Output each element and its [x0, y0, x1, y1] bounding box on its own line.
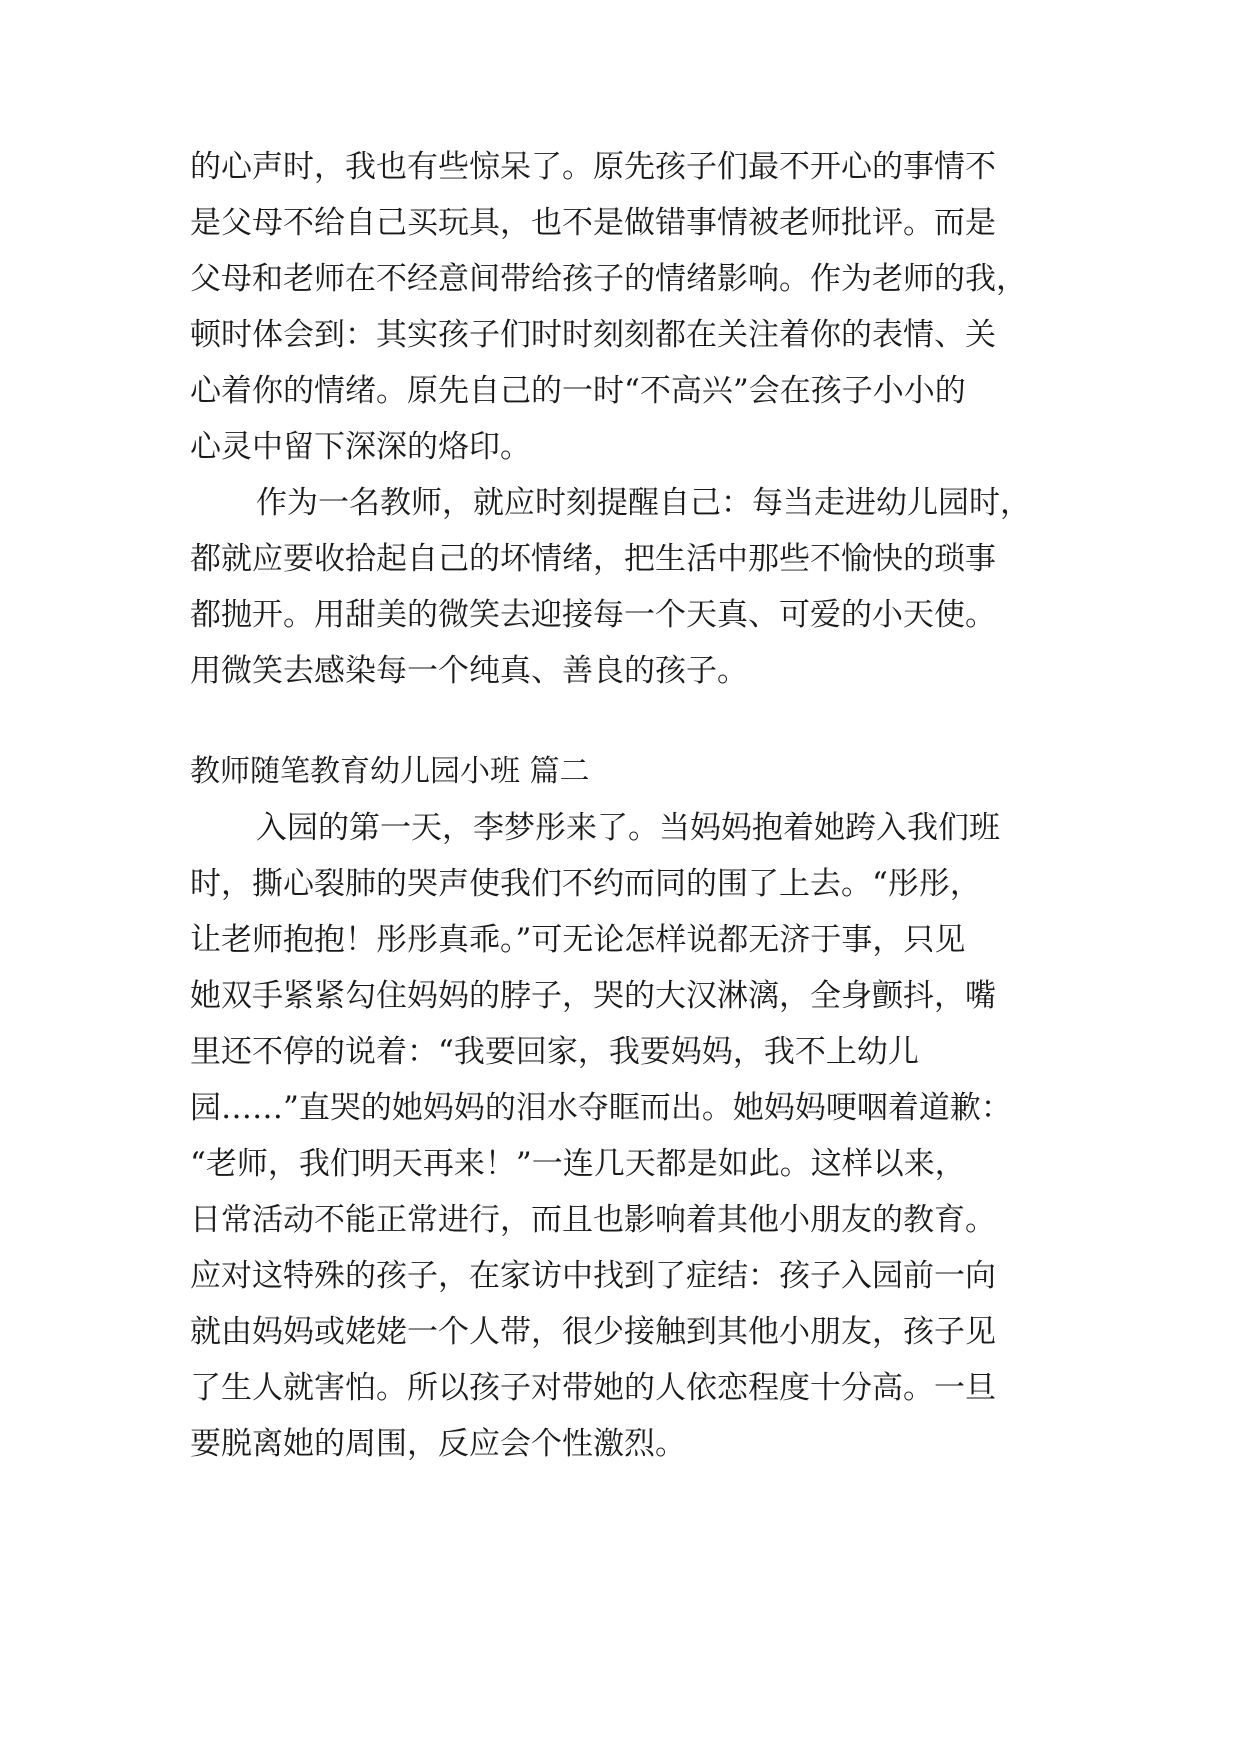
paragraph-line: 了生人就害怕。所以孩子对带她的人依恋程度十分高。一旦	[190, 1370, 996, 1406]
paragraph-line: 用微笑去感染每一个纯真、善良的孩子。	[190, 653, 748, 689]
paragraph-line: “老师，我们明天再来！”一连几天都是如此。这样以来，	[190, 1146, 966, 1182]
section-heading: 教师随笔教育幼儿园小班 篇二	[190, 754, 590, 789]
paragraph-line: 入园的第一天，李梦彤来了。当妈妈抱着她跨入我们班	[256, 810, 1000, 846]
paragraph-line: 心灵中留下深深的烙印。	[190, 429, 531, 465]
paragraph-line: 让老师抱抱！彤彤真乖。”可无论怎样说都无济于事，只见	[190, 922, 966, 958]
paragraph-line: 作为一名教师，就应时刻提醒自己：每当走进幼儿园时，	[256, 485, 1031, 521]
paragraph-line: 的心声时，我也有些惊呆了。原先孩子们最不开心的事情不	[190, 149, 996, 185]
paragraph-line: 是父母不给自己买玩具，也不是做错事情被老师批评。而是	[190, 205, 996, 241]
paragraph-line: 都抛开。用甜美的微笑去迎接每一个天真、可爱的小天使。	[190, 597, 996, 633]
paragraph-line: 应对这特殊的孩子，在家访中找到了症结：孩子入园前一向	[190, 1258, 996, 1294]
paragraph-line: 时，撕心裂肺的哭声使我们不约而同的围了上去。“彤彤，	[190, 866, 981, 902]
paragraph-line: 心着你的情绪。原先自己的一时“不高兴”会在孩子小小的	[190, 373, 966, 409]
paragraph-line: 要脱离她的周围，反应会个性激烈。	[190, 1426, 686, 1462]
paragraph-line: 里还不停的说着：“我要回家，我要妈妈，我不上幼儿	[190, 1034, 919, 1070]
paragraph-line: 就由妈妈或姥姥一个人带，很少接触到其他小朋友，孩子见	[190, 1314, 996, 1350]
paragraph-line: 父母和老师在不经意间带给孩子的情绪影响。作为老师的我，	[190, 261, 1027, 297]
paragraph-line: 园……”直哭的她妈妈的泪水夺眶而出。她妈妈哽咽着道歉：	[190, 1090, 1012, 1126]
paragraph-line: 她双手紧紧勾住妈妈的脖子，哭的大汉淋漓，全身颤抖，嘴	[190, 978, 996, 1014]
paragraph-line: 都就应要收拾起自己的坏情绪，把生活中那些不愉快的琐事	[190, 541, 996, 577]
paragraph-line: 顿时体会到：其实孩子们时时刻刻都在关注着你的表情、关	[190, 317, 996, 353]
paragraph-line: 日常活动不能正常进行，而且也影响着其他小朋友的教育。	[190, 1202, 996, 1238]
